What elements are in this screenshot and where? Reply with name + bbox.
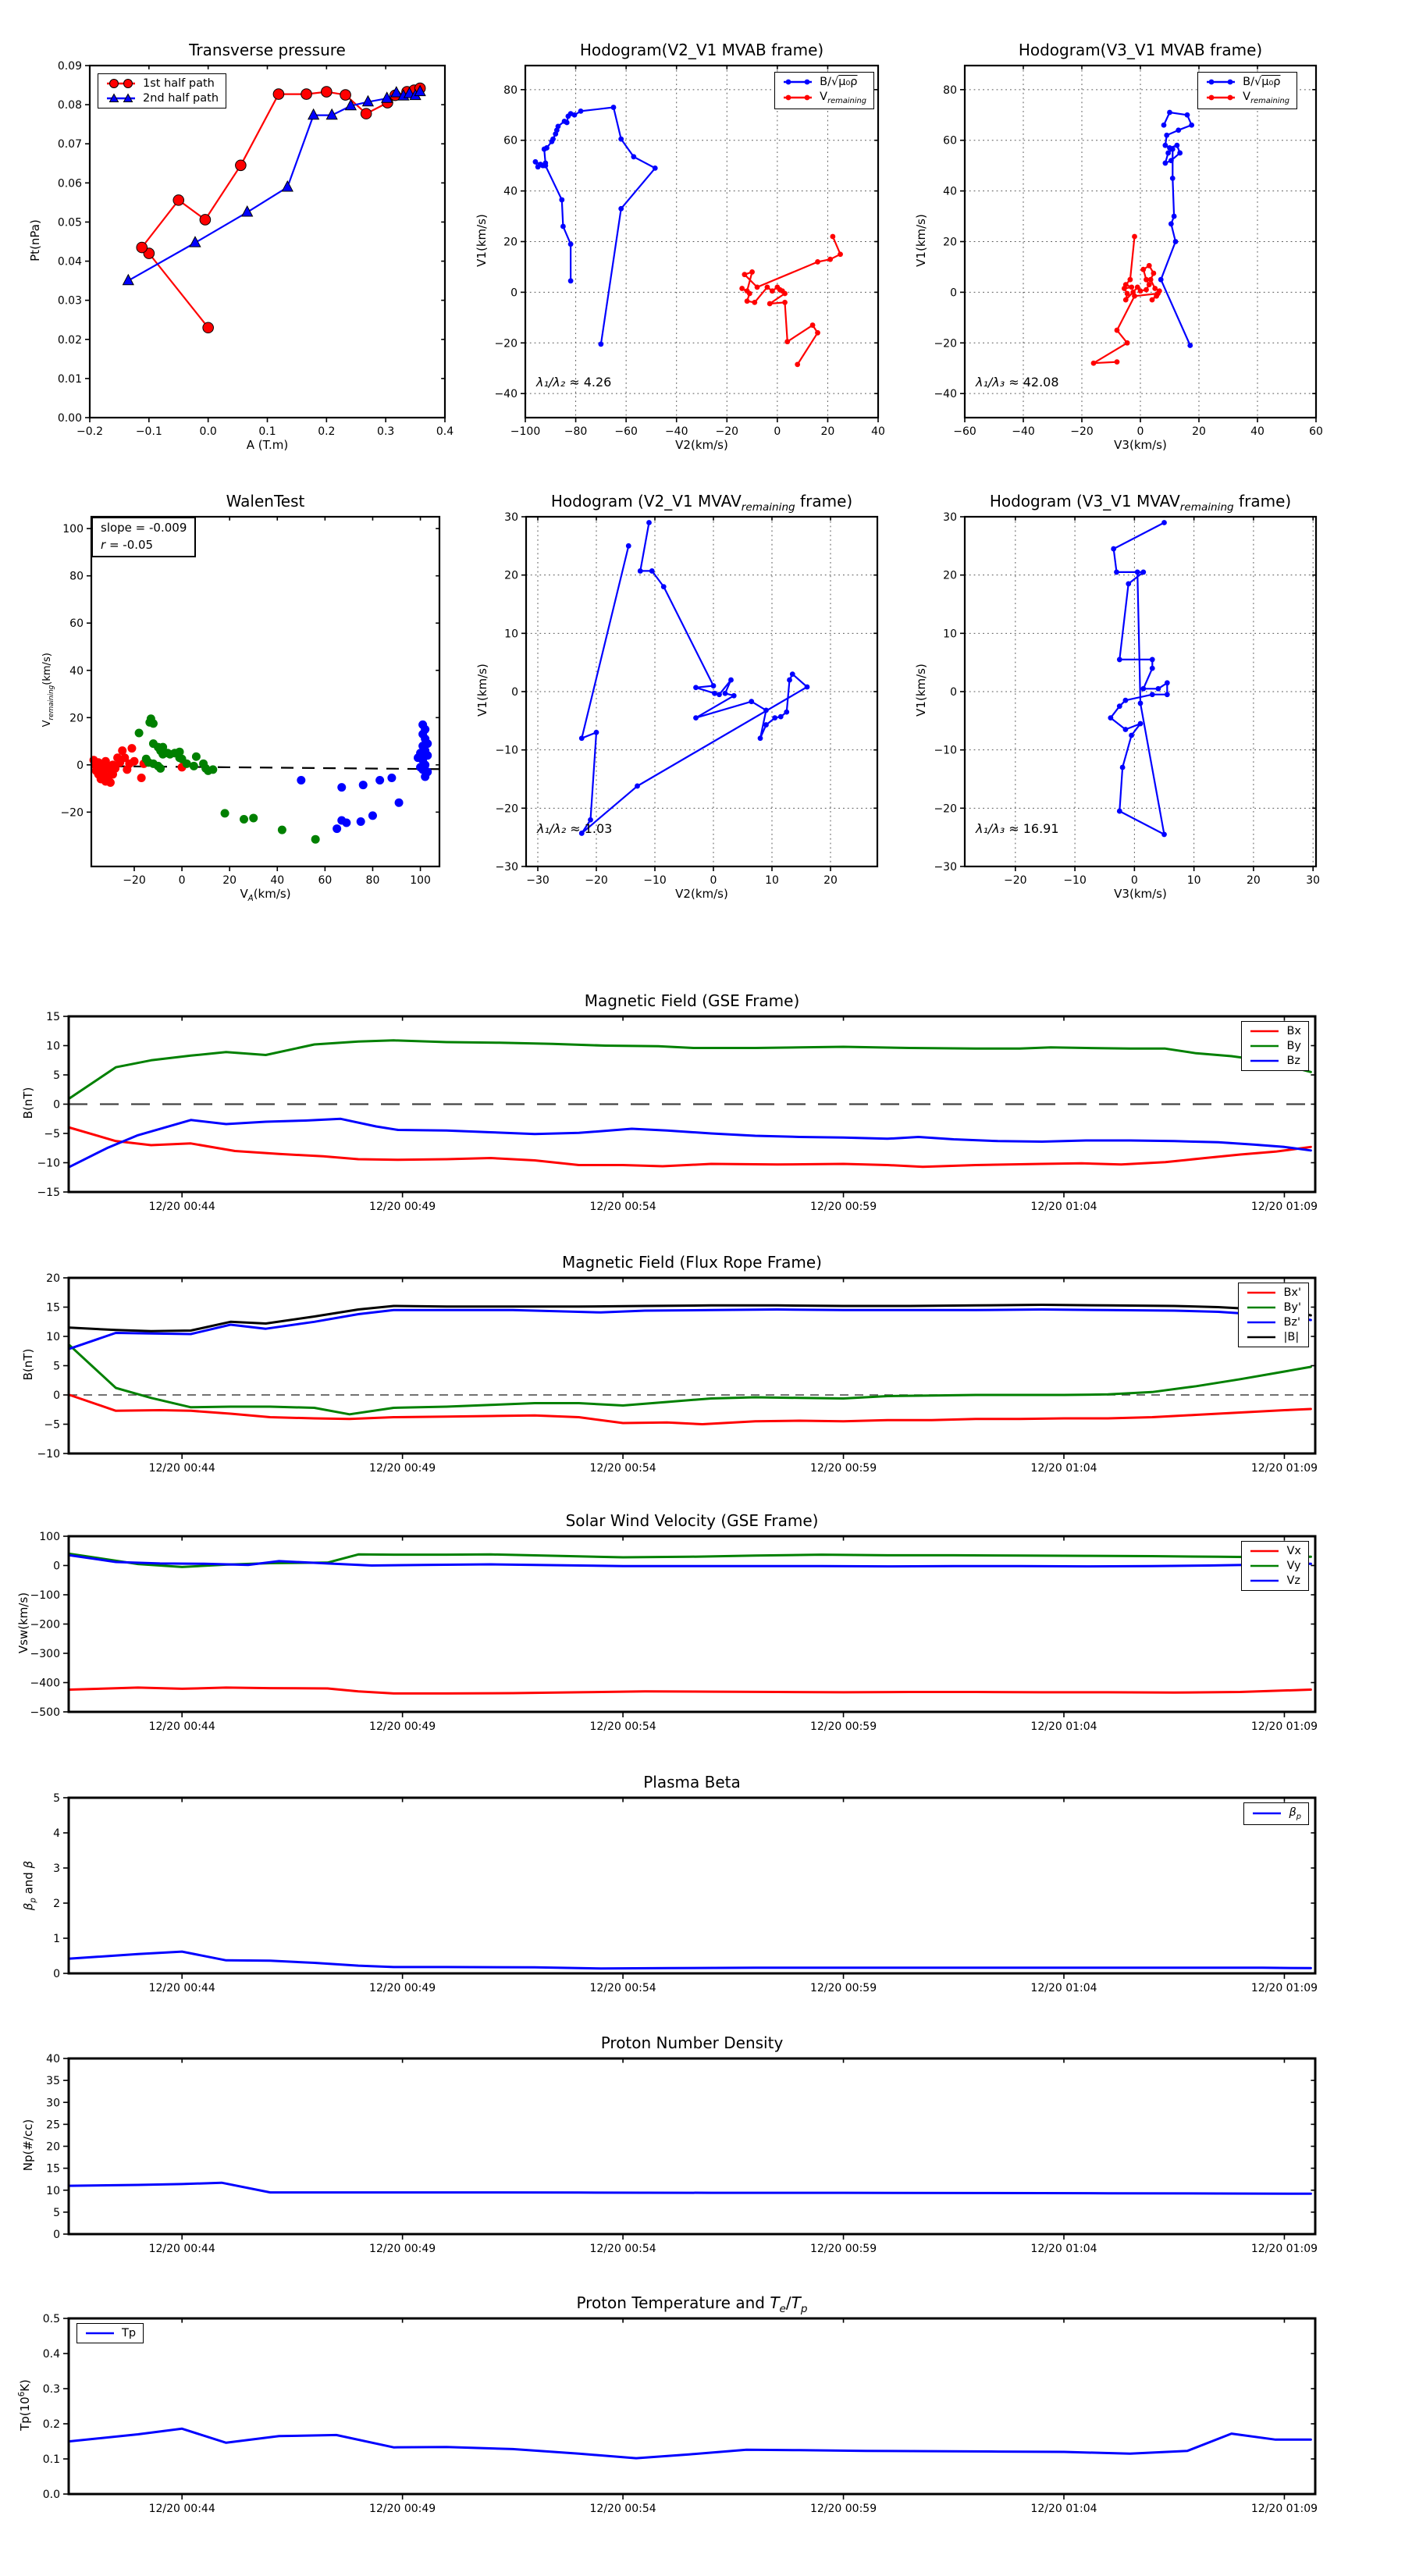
y-tick-label: 30 bbox=[943, 511, 957, 524]
hodogram-v2v1-mvab-xlabel: V2(km/s) bbox=[675, 438, 728, 452]
legend-label: Vz bbox=[1286, 1574, 1301, 1587]
legend-item bbox=[1246, 1286, 1301, 1299]
legend-label: Bz' bbox=[1283, 1316, 1301, 1329]
legend-label: B/√μ₀ρ bbox=[1243, 76, 1281, 88]
y-tick-label: 0.2 bbox=[42, 2418, 60, 2431]
walen-test-xlabel: $V_A(km/s)$ bbox=[240, 887, 291, 903]
series-2nd-half-path bbox=[128, 92, 420, 281]
transverse-pressure-axes-box bbox=[90, 66, 445, 418]
legend-item bbox=[1249, 1040, 1301, 1052]
legend-item bbox=[1246, 1316, 1301, 1329]
x-tick-label: 12/20 01:09 bbox=[1250, 1201, 1318, 1213]
y-tick-label: 30 bbox=[504, 511, 518, 524]
hodogram-v2v1-mvav-title: Hodogram (V2_V1 $MVAV_{remaining}$ frame) bbox=[550, 492, 853, 514]
x-tick-label: 12/20 01:04 bbox=[1030, 1982, 1097, 1994]
y-tick-label: 15 bbox=[46, 1011, 60, 1023]
transverse-pressure-ylabel: Pt(nPa) bbox=[28, 219, 42, 262]
y-tick-label: 0 bbox=[53, 1098, 60, 1112]
y-tick-label: −10 bbox=[495, 744, 518, 757]
x-tick-label: 12/20 01:04 bbox=[1030, 1720, 1097, 1733]
series-v-remaining bbox=[742, 237, 841, 365]
y-tick-label: 0.5 bbox=[42, 2313, 60, 2325]
legend-label: B/√μ₀ρ bbox=[820, 76, 858, 88]
x-tick-label: 12/20 01:04 bbox=[1030, 1201, 1097, 1213]
x-tick-label: 12/20 00:59 bbox=[809, 2503, 877, 2515]
legend-label: 2nd half path bbox=[143, 92, 219, 105]
transverse-pressure-xlabel: A (T.m) bbox=[246, 438, 289, 452]
x-tick-label: 0 bbox=[1130, 874, 1138, 887]
transverse-pressure-legend bbox=[98, 73, 226, 109]
x-tick-label: −10 bbox=[643, 874, 667, 887]
y-tick-label: 5 bbox=[53, 1069, 60, 1082]
x-tick-label: 20 bbox=[820, 425, 835, 438]
series-By bbox=[69, 1041, 1311, 1098]
walen-test-axes-box bbox=[91, 517, 439, 866]
y-tick-label: −10 bbox=[37, 1448, 60, 1461]
y-tick-label: 0 bbox=[950, 286, 957, 300]
solar-wind-velocity-legend bbox=[1241, 1541, 1309, 1591]
legend-line-sample bbox=[1249, 1546, 1280, 1557]
y-tick-label: −20 bbox=[60, 806, 84, 820]
x-tick-label: −20 bbox=[1070, 425, 1094, 438]
x-tick-label: −60 bbox=[953, 425, 976, 438]
legend-item bbox=[105, 92, 219, 105]
walen-test-annotation: slope = -0.009 r = -0.05 bbox=[91, 517, 196, 557]
y-tick-label: 25 bbox=[46, 2119, 60, 2132]
y-tick-label: 0 bbox=[53, 1560, 60, 1573]
x-tick-label: 12/20 00:49 bbox=[369, 1462, 436, 1475]
x-tick-label: 30 bbox=[1306, 874, 1321, 887]
x-tick-label: −100 bbox=[510, 425, 541, 438]
y-tick-label: 20 bbox=[46, 1272, 60, 1285]
hodogram-v2v1-mvab-legend bbox=[774, 72, 874, 109]
y-tick-label: 0.04 bbox=[57, 255, 82, 269]
x-tick-label: 20 bbox=[823, 874, 838, 887]
y-tick-label: 0.09 bbox=[57, 60, 82, 73]
legend-item bbox=[1251, 1806, 1301, 1821]
hodogram-v3v1-mvab-annotation: λ₁/λ₃ ≈ 42.08 bbox=[976, 375, 1059, 390]
legend-item bbox=[1249, 1055, 1301, 1067]
mag-fluxrope-canvas bbox=[0, 1231, 1393, 1508]
y-tick-label: −20 bbox=[495, 802, 518, 816]
legend-line-sample bbox=[105, 78, 137, 89]
y-tick-label: 15 bbox=[46, 1301, 60, 1315]
legend-item bbox=[1249, 1574, 1301, 1587]
legend-label: 1st half path bbox=[143, 77, 215, 90]
y-tick-label: 15 bbox=[46, 2162, 60, 2176]
y-tick-label: −15 bbox=[37, 1187, 60, 1199]
y-tick-label: 80 bbox=[69, 570, 84, 583]
y-tick-label: −30 bbox=[495, 861, 518, 873]
x-tick-label: 0 bbox=[774, 425, 781, 438]
y-tick-label: −20 bbox=[934, 802, 957, 816]
y-tick-label: 10 bbox=[943, 628, 957, 641]
y-tick-label: −5 bbox=[44, 1418, 60, 1432]
plasma-beta-axes-box bbox=[69, 1798, 1315, 1973]
y-tick-label: 5 bbox=[53, 1792, 60, 1805]
legend-item bbox=[105, 77, 219, 90]
y-tick-label: 100 bbox=[39, 1531, 60, 1543]
x-tick-label: 0.1 bbox=[258, 425, 276, 438]
legend-line-sample bbox=[1251, 1808, 1282, 1819]
y-tick-label: 0.02 bbox=[57, 333, 82, 347]
legend-label: Bx' bbox=[1283, 1286, 1301, 1299]
hodogram-v2v1-mvav-xlabel: V2(km/s) bbox=[675, 887, 728, 901]
x-tick-label: 12/20 00:44 bbox=[148, 2243, 215, 2255]
proton-temp-axes-box bbox=[69, 2318, 1315, 2494]
x-tick-label: 12/20 00:54 bbox=[589, 1201, 656, 1213]
x-tick-label: −10 bbox=[1063, 874, 1087, 887]
x-tick-label: 12/20 00:54 bbox=[589, 1720, 656, 1733]
y-tick-label: −20 bbox=[934, 337, 957, 350]
legend-line-sample bbox=[1249, 1041, 1280, 1051]
x-tick-label: −0.2 bbox=[76, 425, 103, 438]
plasma-beta-legend bbox=[1243, 1802, 1309, 1825]
legend-line-sample bbox=[1246, 1332, 1277, 1343]
y-tick-label: 0.0 bbox=[42, 2489, 60, 2501]
hodogram-v2v1-mvab-annotation: λ₁/λ₂ ≈ 4.26 bbox=[536, 375, 612, 390]
y-tick-label: −40 bbox=[494, 388, 518, 401]
legend-line-sample bbox=[1205, 76, 1236, 87]
y-tick-label: −20 bbox=[494, 337, 518, 350]
y-tick-label: −100 bbox=[30, 1589, 60, 1602]
x-tick-label: 40 bbox=[1250, 425, 1264, 438]
y-tick-label: 80 bbox=[943, 84, 957, 97]
x-tick-label: 12/20 00:59 bbox=[809, 2243, 877, 2255]
mag-fluxrope-legend bbox=[1238, 1283, 1309, 1347]
x-tick-label: 0.0 bbox=[199, 425, 217, 438]
x-tick-label: 12/20 00:49 bbox=[369, 2503, 436, 2515]
y-tick-label: 60 bbox=[943, 134, 957, 148]
mag-gse-legend bbox=[1241, 1021, 1309, 1071]
x-tick-label: 12/20 01:09 bbox=[1250, 1982, 1318, 1994]
legend-label: $V_{remaining}$ bbox=[1243, 91, 1289, 105]
x-tick-label: 12/20 00:44 bbox=[148, 1201, 215, 1213]
legend-label: Vy bbox=[1286, 1560, 1301, 1572]
legend-label: By' bbox=[1283, 1301, 1301, 1314]
x-tick-label: −80 bbox=[564, 425, 588, 438]
y-tick-label: 20 bbox=[504, 569, 518, 582]
x-tick-label: 60 bbox=[318, 874, 333, 887]
hodogram-v3v1-mvab-title: Hodogram(V3_V1 MVAB frame) bbox=[1018, 41, 1263, 59]
legend-item bbox=[1205, 76, 1289, 88]
plasma-beta-canvas bbox=[0, 1751, 1393, 2028]
legend-line-sample bbox=[1246, 1302, 1277, 1313]
proton-temp-legend bbox=[76, 2323, 144, 2343]
x-tick-label: 12/20 00:59 bbox=[809, 1720, 877, 1733]
hodogram-v3v1-mvav-xlabel: V3(km/s) bbox=[1114, 887, 1167, 901]
transverse-pressure-canvas bbox=[12, 19, 523, 472]
y-tick-label: 60 bbox=[69, 617, 84, 631]
series-1st-half-path bbox=[142, 88, 420, 328]
x-tick-label: 12/20 00:54 bbox=[589, 2243, 656, 2255]
x-tick-label: 12/20 01:04 bbox=[1030, 2503, 1097, 2515]
x-tick-label: 12/20 01:09 bbox=[1250, 2243, 1318, 2255]
legend-line-sample bbox=[1246, 1317, 1277, 1328]
solar-wind-velocity-title: Solar Wind Velocity (GSE Frame) bbox=[565, 1511, 819, 1530]
x-tick-label: 12/20 01:09 bbox=[1250, 1462, 1318, 1475]
x-tick-label: 0 bbox=[1136, 425, 1144, 438]
y-tick-label: 0.01 bbox=[57, 372, 82, 386]
y-tick-label: 40 bbox=[46, 2053, 60, 2065]
x-tick-label: −40 bbox=[664, 425, 688, 438]
y-tick-label: 3 bbox=[53, 1863, 60, 1875]
legend-item bbox=[782, 76, 866, 88]
mag-fluxrope-axes-box bbox=[69, 1278, 1315, 1453]
y-tick-label: 40 bbox=[69, 664, 84, 678]
y-tick-label: 0 bbox=[53, 1389, 60, 1402]
x-tick-label: 12/20 00:49 bbox=[369, 1201, 436, 1213]
y-tick-label: 0.00 bbox=[57, 412, 82, 425]
legend-item bbox=[1246, 1301, 1301, 1314]
x-tick-label: 20 bbox=[1192, 425, 1206, 438]
mag-fluxrope-title: Magnetic Field (Flux Rope Frame) bbox=[562, 1253, 822, 1272]
x-tick-label: 12/20 01:09 bbox=[1250, 2503, 1318, 2515]
x-tick-label: 0 bbox=[178, 874, 186, 887]
y-tick-label: 35 bbox=[46, 2075, 60, 2088]
series-Tp bbox=[69, 2428, 1311, 2458]
hodogram-v3v1-mvav-annotation: λ₁/λ₃ ≈ 16.91 bbox=[976, 821, 1059, 836]
y-tick-label: 20 bbox=[943, 569, 957, 582]
x-tick-label: 12/20 00:49 bbox=[369, 1720, 436, 1733]
hodogram-v3v1-mvav-ylabel: V1(km/s) bbox=[914, 664, 928, 717]
x-tick-label: 0.2 bbox=[318, 425, 336, 438]
legend-label: Bz bbox=[1286, 1055, 1301, 1067]
x-tick-label: −0.1 bbox=[135, 425, 162, 438]
proton-temp-title: Proton Temperature and $T_e/T_p$ bbox=[576, 2293, 808, 2315]
solar-wind-velocity-canvas bbox=[0, 1489, 1393, 1767]
legend-line-sample bbox=[1249, 1575, 1280, 1586]
y-tick-label: −40 bbox=[934, 388, 957, 401]
y-tick-label: 30 bbox=[46, 2097, 60, 2110]
y-tick-label: 0.4 bbox=[42, 2348, 60, 2361]
hodogram-v3v1-mvav-canvas bbox=[887, 470, 1394, 921]
series-Bz-prime bbox=[69, 1310, 1311, 1349]
y-tick-label: 5 bbox=[53, 1360, 60, 1373]
series-Np bbox=[69, 2183, 1311, 2194]
y-tick-label: 0.08 bbox=[57, 99, 82, 112]
y-tick-label: 0 bbox=[53, 2229, 60, 2241]
hodogram-v2v1-mvav-axes-box bbox=[526, 517, 877, 866]
y-tick-label: 0 bbox=[76, 759, 84, 772]
proton-temp-ylabel: $Tp(10^6K)$ bbox=[18, 2379, 32, 2431]
x-tick-label: 12/20 00:44 bbox=[148, 2503, 215, 2515]
y-tick-label: 10 bbox=[46, 1040, 60, 1053]
y-tick-label: 0.03 bbox=[57, 294, 82, 308]
x-tick-label: 0.3 bbox=[377, 425, 395, 438]
x-tick-label: 10 bbox=[1186, 874, 1201, 887]
x-tick-label: −20 bbox=[585, 874, 608, 887]
legend-label: By bbox=[1286, 1040, 1301, 1052]
proton-density-ylabel: Np(#/cc) bbox=[21, 2119, 35, 2171]
mag-gse-canvas bbox=[0, 970, 1393, 1247]
x-tick-label: −30 bbox=[526, 874, 550, 887]
legend-item bbox=[782, 91, 866, 105]
y-tick-label: 20 bbox=[69, 712, 84, 725]
series-Bx bbox=[69, 1128, 1311, 1167]
legend-label: Bx bbox=[1286, 1025, 1301, 1037]
y-tick-label: 0 bbox=[510, 286, 518, 300]
legend-label: Vx bbox=[1286, 1545, 1301, 1557]
y-tick-label: 60 bbox=[503, 134, 518, 148]
x-tick-label: 10 bbox=[765, 874, 779, 887]
legend-label: $V_{remaining}$ bbox=[820, 91, 866, 105]
plasma-beta-ylabel: $\beta_p$ and β bbox=[21, 1860, 38, 1910]
x-tick-label: 12/20 00:44 bbox=[148, 1720, 215, 1733]
hodogram-v2v1-mvab-canvas bbox=[447, 19, 956, 472]
legend-label: |B| bbox=[1283, 1331, 1300, 1343]
legend-line-sample bbox=[105, 93, 137, 104]
hodogram-v3v1-mvab-canvas bbox=[887, 19, 1394, 472]
x-tick-label: 12/20 00:59 bbox=[809, 1982, 877, 1994]
legend-line-sample bbox=[782, 92, 813, 103]
x-tick-label: −20 bbox=[1004, 874, 1027, 887]
x-tick-label: −20 bbox=[715, 425, 739, 438]
x-tick-label: 12/20 00:54 bbox=[589, 2503, 656, 2515]
y-tick-label: 0.05 bbox=[57, 216, 82, 229]
y-tick-label: 0 bbox=[950, 686, 957, 699]
hodogram-v3v1-mvab-legend bbox=[1197, 72, 1297, 109]
x-tick-label: 0.4 bbox=[436, 425, 454, 438]
y-tick-label: 0.1 bbox=[42, 2453, 60, 2466]
hodogram-v2v1-mvav-annotation: λ₁/λ₂ ≈ 1.03 bbox=[537, 821, 613, 836]
y-tick-label: −30 bbox=[934, 861, 957, 873]
legend-line-sample bbox=[1249, 1055, 1280, 1066]
hodogram-v3v1-mvab-xlabel: V3(km/s) bbox=[1114, 438, 1167, 452]
y-tick-label: 20 bbox=[943, 236, 957, 249]
x-tick-label: 12/20 00:49 bbox=[369, 1982, 436, 1994]
walen-test-canvas bbox=[13, 470, 518, 921]
y-tick-label: 40 bbox=[943, 185, 957, 198]
series-By-prime bbox=[69, 1345, 1311, 1414]
hodogram-v3v1-mvab-ylabel: V1(km/s) bbox=[914, 213, 928, 267]
legend-item bbox=[1249, 1025, 1301, 1037]
legend-item bbox=[1246, 1331, 1301, 1343]
x-tick-label: 60 bbox=[1309, 425, 1323, 438]
y-tick-label: 40 bbox=[503, 185, 518, 198]
x-tick-label: 20 bbox=[222, 874, 237, 887]
legend-line-sample bbox=[1249, 1026, 1280, 1037]
x-tick-label: 12/20 00:49 bbox=[369, 2243, 436, 2255]
x-tick-label: −60 bbox=[614, 425, 638, 438]
mag-fluxrope-ylabel: B(nT) bbox=[21, 1348, 35, 1380]
legend-item bbox=[1205, 91, 1289, 105]
y-tick-label: −200 bbox=[30, 1618, 60, 1631]
proton-density-axes-box bbox=[69, 2058, 1315, 2234]
series-Bz bbox=[69, 1119, 1311, 1167]
y-tick-label: 100 bbox=[62, 523, 84, 536]
y-tick-label: 2 bbox=[53, 1898, 60, 1910]
walen-test-ylabel: $V_{remaining}(km/s)$ bbox=[41, 653, 55, 728]
mag-gse-ylabel: B(nT) bbox=[21, 1087, 35, 1119]
x-tick-label: 12/20 01:09 bbox=[1250, 1720, 1318, 1733]
x-tick-label: 12/20 00:44 bbox=[148, 1982, 215, 1994]
x-tick-label: 12/20 01:04 bbox=[1030, 1462, 1097, 1475]
hodogram-v2v1-mvav-canvas bbox=[448, 470, 955, 921]
y-tick-label: 0.07 bbox=[57, 138, 82, 151]
y-tick-label: 0.3 bbox=[42, 2383, 60, 2396]
x-tick-label: 12/20 00:54 bbox=[589, 1462, 656, 1475]
x-tick-label: 12/20 00:59 bbox=[809, 1462, 877, 1475]
y-tick-label: 80 bbox=[503, 84, 518, 97]
mag-gse-title: Magnetic Field (GSE Frame) bbox=[584, 991, 800, 1010]
series-beta-p bbox=[69, 1952, 1311, 1969]
legend-item bbox=[1249, 1560, 1301, 1572]
hodogram-v2v1-mvav-ylabel: V1(km/s) bbox=[475, 664, 489, 717]
y-tick-label: 5 bbox=[53, 2206, 60, 2219]
y-tick-label: −10 bbox=[37, 1157, 60, 1170]
y-tick-label: 20 bbox=[46, 2140, 60, 2154]
series-v-remaining-path bbox=[1111, 523, 1167, 834]
x-tick-label: 12/20 00:44 bbox=[148, 1462, 215, 1475]
walen-test-title: WalenTest bbox=[226, 492, 305, 511]
y-tick-label: 20 bbox=[503, 236, 518, 249]
y-tick-label: −500 bbox=[30, 1706, 60, 1719]
x-tick-label: 80 bbox=[365, 874, 380, 887]
y-tick-label: 10 bbox=[504, 628, 518, 641]
x-tick-label: 100 bbox=[410, 874, 431, 887]
x-tick-label: −40 bbox=[1012, 425, 1035, 438]
proton-density-canvas bbox=[0, 2012, 1393, 2289]
plasma-beta-title: Plasma Beta bbox=[643, 1773, 741, 1791]
series-v-remaining-path bbox=[582, 523, 807, 834]
y-tick-label: −5 bbox=[44, 1128, 60, 1140]
y-tick-label: 0.06 bbox=[57, 177, 82, 190]
transverse-pressure-title: Transverse pressure bbox=[189, 41, 346, 59]
legend-item bbox=[1249, 1545, 1301, 1557]
x-tick-label: 0 bbox=[710, 874, 717, 887]
y-tick-label: −400 bbox=[30, 1677, 60, 1690]
legend-item bbox=[84, 2327, 136, 2339]
y-tick-label: 4 bbox=[53, 1827, 60, 1840]
y-tick-label: 10 bbox=[46, 1331, 60, 1343]
x-tick-label: 40 bbox=[871, 425, 885, 438]
legend-line-sample bbox=[1246, 1287, 1277, 1298]
hodogram-v3v1-mvav-title: Hodogram (V3_V1 $MVAV_{remaining}$ frame) bbox=[989, 492, 1292, 514]
series-Vx bbox=[69, 1688, 1311, 1694]
legend-line-sample bbox=[84, 2328, 116, 2339]
hodogram-v2v1-mvab-ylabel: V1(km/s) bbox=[475, 213, 489, 267]
x-tick-label: 12/20 01:04 bbox=[1030, 2243, 1097, 2255]
legend-label: Tp bbox=[122, 2327, 137, 2339]
y-tick-label: 0 bbox=[53, 1968, 60, 1980]
legend-line-sample bbox=[782, 76, 813, 87]
y-tick-label: 0 bbox=[511, 686, 518, 699]
x-tick-label: 40 bbox=[270, 874, 285, 887]
legend-line-sample bbox=[1205, 92, 1236, 103]
legend-label: $\beta_p$ bbox=[1289, 1806, 1301, 1821]
x-tick-label: −20 bbox=[123, 874, 146, 887]
x-tick-label: 20 bbox=[1247, 874, 1261, 887]
solar-wind-velocity-ylabel: Vsw(km/s) bbox=[16, 1592, 30, 1653]
hodogram-v2v1-mvab-title: Hodogram(V2_V1 MVAB frame) bbox=[579, 41, 824, 59]
y-tick-label: −10 bbox=[934, 744, 957, 757]
legend-line-sample bbox=[1249, 1560, 1280, 1571]
y-tick-label: 1 bbox=[53, 1933, 60, 1945]
x-tick-label: 12/20 00:59 bbox=[809, 1201, 877, 1213]
x-tick-label: 12/20 00:54 bbox=[589, 1982, 656, 1994]
y-tick-label: 10 bbox=[46, 2184, 60, 2197]
proton-density-title: Proton Number Density bbox=[600, 2033, 784, 2052]
y-tick-label: −300 bbox=[30, 1648, 60, 1660]
